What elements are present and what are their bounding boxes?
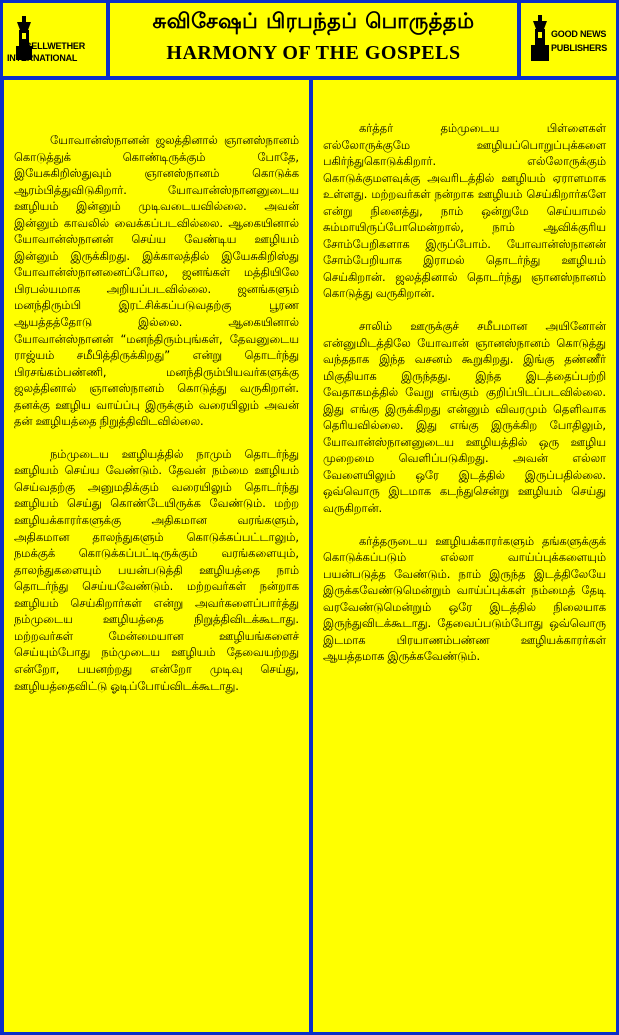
title-english: HARMONY OF THE GOSPELS	[166, 42, 461, 64]
logo-right-line1: GOOD NEWS	[551, 29, 607, 39]
logo-left-line1: BELLWETHER	[25, 41, 85, 51]
bellwether-logo	[3, 3, 106, 76]
page-header	[110, 3, 517, 76]
bell-tower-icon	[529, 15, 551, 61]
left-column	[4, 80, 309, 1032]
paragraph: யோவான்ஸ்நானன் ஜலத்தினால் ஞானஸ்நானம் கொடுத்துக் கொண்டிருக்கும் போதே, இயேசுகிறிஸ்துவும் ஞானஸ்நானம் கொடுக்க ஆரம்பித்துவிடுகிறார். யோவான்ஸ்நானனுடைய ஊழியம் இன்னும் முடிவடையவில்லை. அவன் இன்னும் காவலில் வைக்கப்படவில்லை. ஆகையினால் யோவான்ஸ்நானன் செய்ய வேண்டிய ஊழியம் இன்னும் இருக்கிறது. இக்காலத்தில் இயேசுகிறிஸ்து யோவான்ஸ்நானனைப்போல, ஜனங்கள் மத்தியிலே பிரபல்யமாக அறியப்படவில்லை. ஜனங்களும் மனந்திரும்பி இரட்சிக்கப்படுவதற்கு பூரண ஆயத்தத்தோடு இல்லை. ஆகையினால் யோவான்ஸ்நானன் “மனந்திரும்புங்கள், தேவனுடைய ராஜ்யம் சமீபித்திருக்கிறது” என்று தொடர்ந்து பிரசங்கம்பண்ணி, மனந்திரும்பியவர்களுக்கு ஜலத்தினால் ஞானஸ்நானம் கொடுத்து வருகிறான். தனக்கு ஊழிய வாய்ப்பு இருக்கும் வரையிலும் அவன் தன் ஊழியத்தை நிறுத்திவிடவில்லை.	[14, 133, 299, 429]
logo-left-line2: INTERNATIONAL	[7, 53, 78, 63]
paragraph: கர்த்தர் தம்முடைய பிள்ளைகள் எல்லோருக்குமே ஊழியப்பொறுப்புக்களை பகிர்ந்துகொடுக்கிறார். எல்லோருக்கும் கொடுக்குமளவுக்கு அவரிடத்தில் ஊழியம் ஏராளமாக உள்ளது. மற்றவர்கள் நன்றாக ஊழியம் செய்கிறார்களே என்று நினைத்து, நாம் ஒன்றுமே செய்யாமல் சும்மாயிருப்போமென்றால், நாம் ஆவிக்குரிய சோம்பேறிகளாக இருப்போம். யோவான்ஸ்நானன் சோம்பேறியாக இராமல் தொடர்ந்து ஊழியம் செய்கிறான். ஜலத்தினால் தொடர்ந்து ஞானஸ்நானம் கொடுத்து வருகிறான்.	[323, 121, 606, 301]
paragraph: சாலிம் ஊருக்குச் சமீபமான அயினோன் என்னுமிடத்திலே யோவான் ஞானஸ்நானம் கொடுத்து வந்ததாக இந்த வசனம் கூறுகிறது. இங்கு தண்ணீர் மிகுதியாக இருந்தது. இந்த இடத்தைப்பற்றி வேதாகமத்தில் வேறு எங்கும் குறிப்பிடப்படவில்லை. இது எங்கு இருக்கிறது என்னும் விவரமும் தெளிவாக தெரியவில்லை. இது எங்கு இருக்கிற போதிலும், யோவான்ஸ்நானனுடைய ஊழியத்தில் ஒரு ஊழிய முறைமை வெளிப்படுகிறது. அவன் எல்லா வேளையிலும் ஒரே இடத்தில் இருப்பதில்லை. ஒவ்வொரு இடமாக கடந்துசென்று ஊழியம் செய்து வருகிறான்.	[323, 319, 606, 516]
paragraph: நம்முடைய ஊழியத்தில் நாமும் தொடர்ந்து ஊழியம் செய்ய வேண்டும். தேவன் நம்மை ஊழியம் செய்வதற்கு அனுமதிக்கும் வரையிலும் தொடர்ந்து ஊழியம் செய்து கொண்டேயிருக்க வேண்டும். மற்ற ஊழியக்காரர்களுக்கு அதிகமான வரங்களும், அதிகமான தாலந்துகளும் கொடுக்கப்பட்டாலும், நமக்குக் கொடுக்கப்பட்டிருக்கும் வரங்களையும், தாலந்துகளையும் பயன்படுத்தி ஊழியத்தை நாம் தொடர்ந்து செய்யவேண்டும். மற்றவர்கள் நன்றாக ஊழியம் செய்கிறார்கள் என்று அவர்களைப்பார்த்து நம்முடைய ஊழியத்தை நிறுத்திவிடக்கூடாது. மற்றவர்கள் மேன்மையான ஊழியங்களைச் செய்யும்போது நம்முடைய ஊழியம் தேவையற்றது என்றோ, பயனற்றது என்றோ முடிவு செய்து, ஊழியத்தைவிட்டு ஓடிப்போய்விடக்கூடாது.	[14, 446, 299, 693]
good-news-logo	[521, 3, 616, 76]
right-column	[313, 80, 616, 1032]
paragraph: கர்த்தருடைய ஊழியக்காரர்களும் தங்களுக்குக் கொடுக்கப்படும் எல்லா வாய்ப்புக்களையும் பயன்படுத்த வேண்டும். நாம் இருந்த இடத்திலேயே இருக்கவேண்டுமென்றும் வாய்ப்புக்கள் நம்மைத் தேடி வரவேண்டுமென்றும் ஒரே இடத்தில் நிலையாக இருந்துவிடக்கூடாது. தேவைப்படும்போது ஒவ்வொரு இடமாக பிரயாணம்பண்ண ஊழியக்காரர்கள் ஆயத்தமாக இருக்கவேண்டும்.	[323, 533, 606, 664]
logo-right-line2: PUBLISHERS	[551, 43, 608, 53]
title-tamil: சுவிசேஷப் பிரபந்தப் பொருத்தம்	[152, 9, 475, 33]
